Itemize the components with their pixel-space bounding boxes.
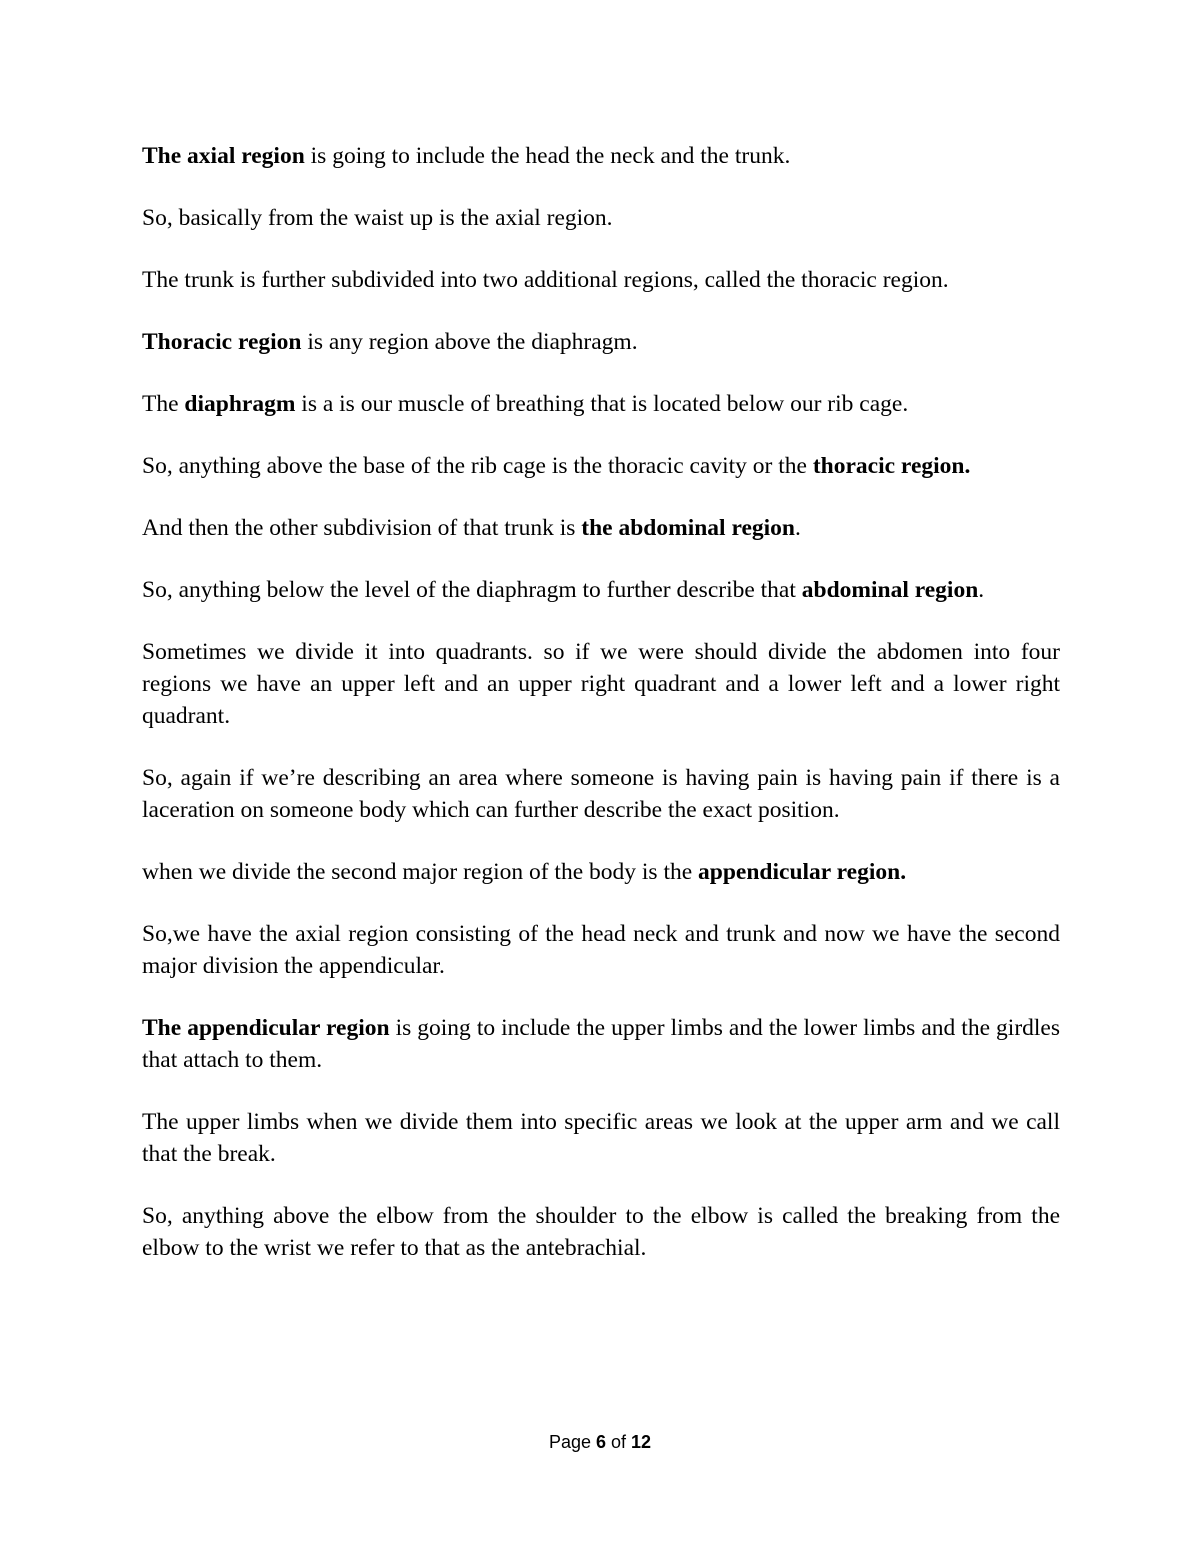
- bold-term: The appendicular region: [142, 1015, 390, 1041]
- bold-term: thoracic region.: [812, 453, 971, 479]
- bold-term: diaphragm: [184, 391, 296, 417]
- paragraph: [142, 326, 1060, 358]
- text-run: So, basically from the waist up is the axial region.: [142, 205, 613, 231]
- body-text: [142, 140, 1060, 1294]
- text-run: is going to include the upper limbs and the lower limbs and the girdles that attach to them.: [142, 1015, 1061, 1073]
- paragraph: [142, 264, 1060, 296]
- paragraph: [142, 450, 1060, 482]
- text-run: The trunk is further subdivided into two additional regions, called the thoracic region.: [142, 267, 949, 293]
- paragraph: [142, 202, 1060, 234]
- paragraph: [142, 1106, 1060, 1170]
- text-run: .: [794, 515, 801, 541]
- paragraph: [142, 856, 1060, 888]
- bold-term: the abdominal region: [581, 515, 795, 541]
- text-run: So,we have the axial region consisting of the head neck and trunk and now we have the second major division the appendicular.: [142, 921, 1060, 979]
- bold-term: Thoracic region: [142, 329, 302, 355]
- page-number-prefix: Page: [548, 1432, 596, 1452]
- text-run: is a is our muscle of breathing that is located below our rib cage.: [295, 391, 909, 417]
- text-run: And then the other subdivision of that trunk is: [142, 515, 582, 541]
- total-page-count: 12: [631, 1432, 652, 1452]
- paragraph: [142, 918, 1060, 982]
- page-footer: [0, 1432, 1200, 1453]
- paragraph: [142, 1200, 1060, 1264]
- paragraph: [142, 762, 1060, 826]
- text-run: Sometimes we divide it into quadrants. so if we were should divide the abdomen into four regions we have an upper left and an upper right quadrant and a lower left and a lower right quadrant.: [142, 639, 1060, 729]
- page-number-separator: of: [606, 1432, 632, 1452]
- bold-term: abdominal region: [801, 577, 979, 603]
- paragraph: [142, 388, 1060, 420]
- bold-term: The axial region: [142, 143, 305, 169]
- paragraph: [142, 140, 1060, 172]
- text-run: The upper limbs when we divide them into specific areas we look at the upper arm and we call that the break.: [142, 1109, 1060, 1167]
- paragraph: [142, 1012, 1060, 1076]
- text-run: So, anything above the base of the rib cage is the thoracic cavity or the: [142, 453, 813, 479]
- paragraph: [142, 636, 1060, 732]
- text-run: The: [142, 391, 185, 417]
- text-run: So, again if we’re describing an area where someone is having pain is having pain if there is a laceration on someone body which can further describe the exact position.: [142, 765, 1060, 823]
- text-run: is going to include the head the neck and the trunk.: [304, 143, 791, 169]
- paragraph: [142, 512, 1060, 544]
- current-page-number: 6: [595, 1432, 606, 1452]
- text-run: when we divide the second major region of the body is the: [142, 859, 699, 885]
- text-run: .: [978, 577, 985, 603]
- text-run: So, anything above the elbow from the shoulder to the elbow is called the breaking from the elbow to the wrist we refer to that as the antebrachial.: [142, 1203, 1060, 1261]
- text-run: So, anything below the level of the diaphragm to further describe that: [142, 577, 802, 603]
- text-run: is any region above the diaphragm.: [301, 329, 638, 355]
- paragraph: [142, 574, 1060, 606]
- bold-term: appendicular region.: [698, 859, 907, 885]
